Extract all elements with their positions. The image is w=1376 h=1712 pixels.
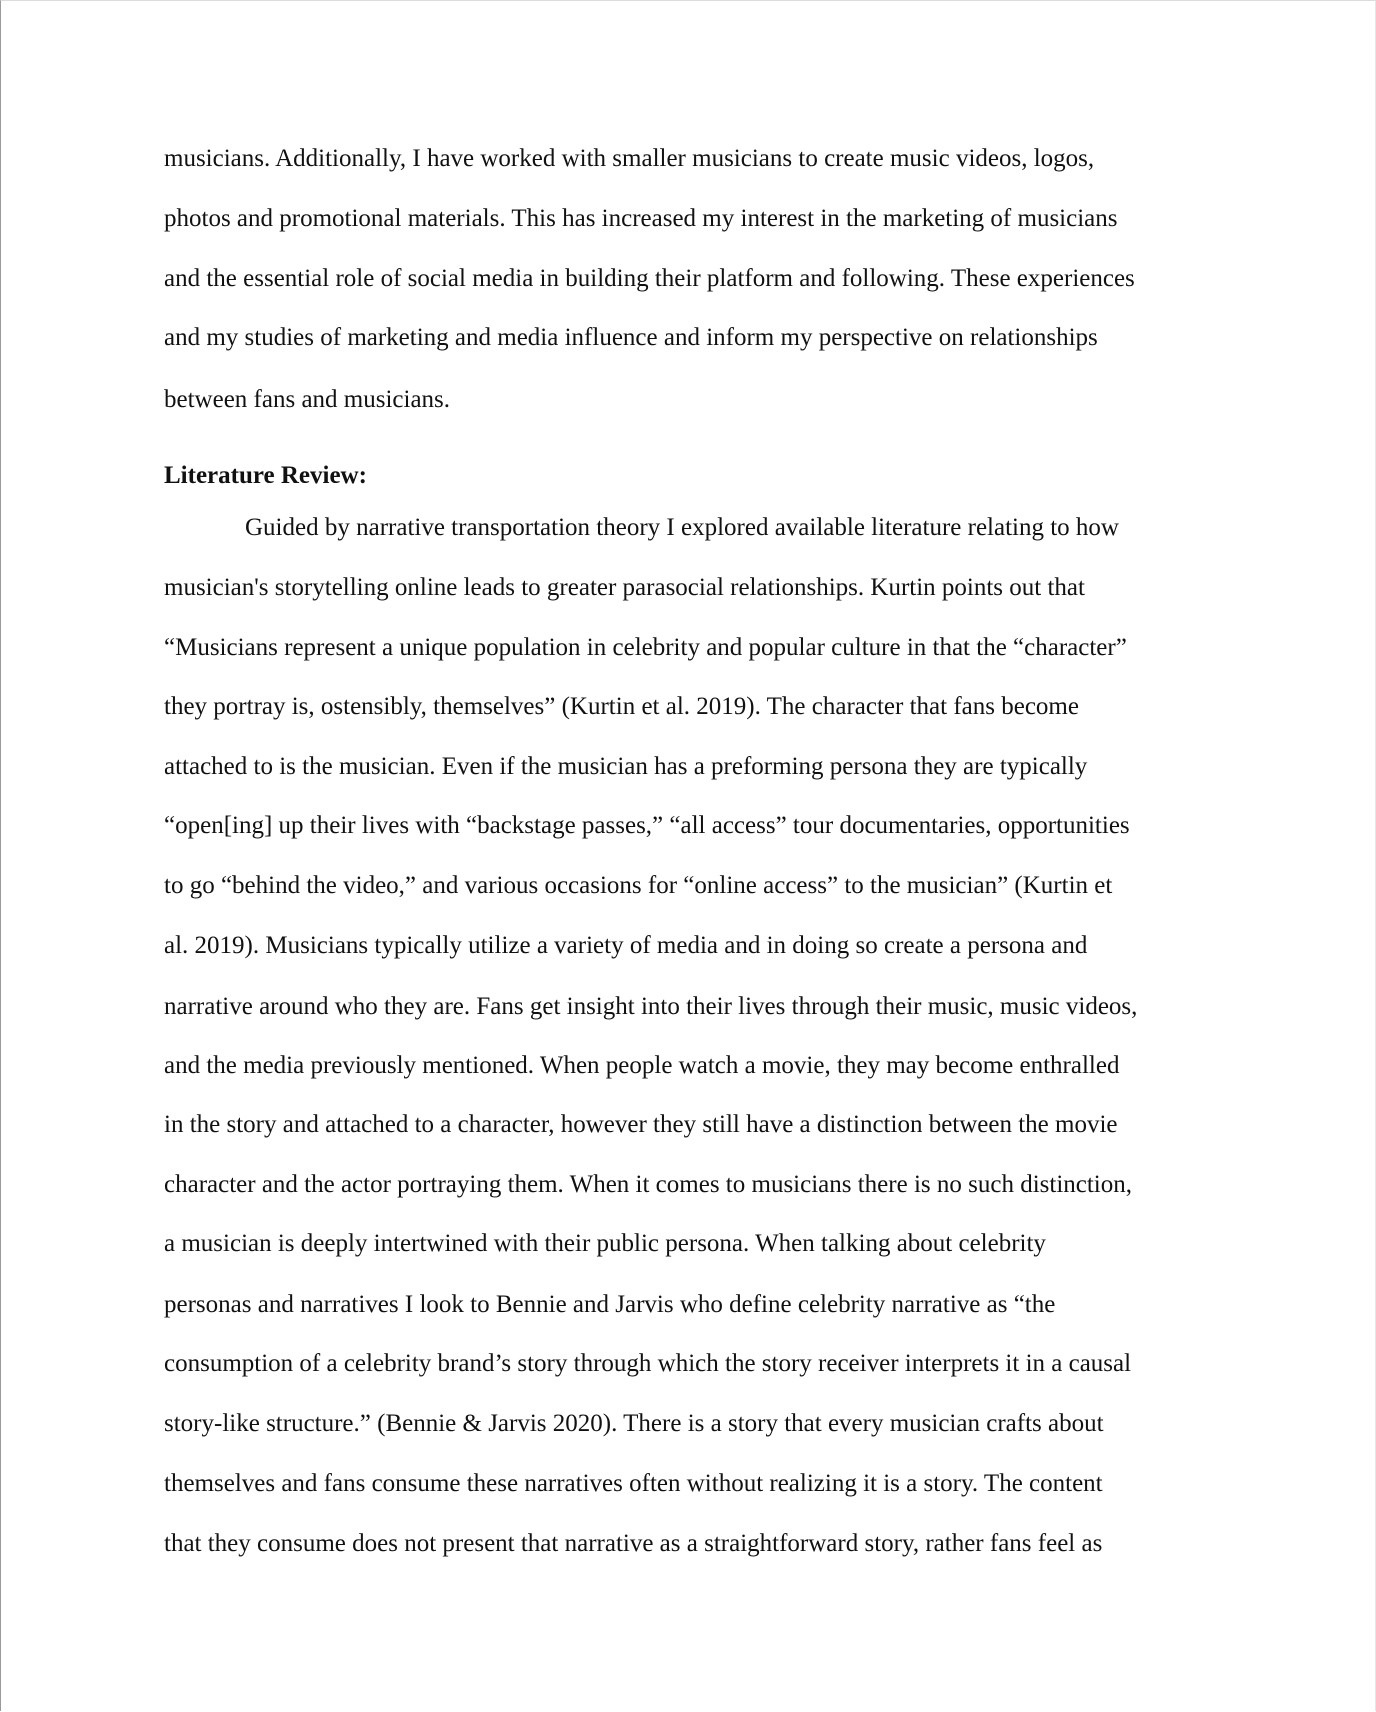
intro-line: and the essential role of social media in building their platform and following. These experiences bbox=[164, 265, 1135, 292]
body-line: story-like structure.” (Bennie & Jarvis 2020). There is a story that every musician crafts about bbox=[164, 1410, 1104, 1437]
body-line: and the media previously mentioned. When people watch a movie, they may become enthralled bbox=[164, 1052, 1120, 1079]
intro-line: musicians. Additionally, I have worked with smaller musicians to create music videos, logos, bbox=[164, 145, 1095, 172]
body-line: a musician is deeply intertwined with their public persona. When talking about celebrity bbox=[164, 1230, 1046, 1257]
intro-line: between fans and musicians. bbox=[164, 386, 451, 413]
intro-line: photos and promotional materials. This has increased my interest in the marketing of musicians bbox=[164, 205, 1118, 232]
body-line: Guided by narrative transportation theory I explored available literature relating to how bbox=[245, 514, 1119, 541]
body-line: “Musicians represent a unique population in celebrity and popular culture in that the “character” bbox=[164, 634, 1127, 661]
body-line: personas and narratives I look to Bennie and Jarvis who define celebrity narrative as “the bbox=[164, 1291, 1056, 1318]
body-line: themselves and fans consume these narratives often without realizing it is a story. The content bbox=[164, 1470, 1103, 1497]
body-line: “open[ing] up their lives with “backstage passes,” “all access” tour documentaries, opportunities bbox=[164, 812, 1130, 839]
body-line: in the story and attached to a character, however they still have a distinction between the movie bbox=[164, 1111, 1118, 1138]
body-line: they portray is, ostensibly, themselves” (Kurtin et al. 2019). The character that fans become bbox=[164, 693, 1079, 720]
body-line: al. 2019). Musicians typically utilize a variety of media and in doing so create a persona and bbox=[164, 932, 1088, 959]
body-line: attached to is the musician. Even if the musician has a preforming persona they are typically bbox=[164, 753, 1088, 780]
body-line: narrative around who they are. Fans get insight into their lives through their music, music videos, bbox=[164, 993, 1138, 1020]
body-line: that they consume does not present that narrative as a straightforward story, rather fans feel as bbox=[164, 1530, 1103, 1557]
body-line: consumption of a celebrity brand’s story through which the story receiver interprets it in a causal bbox=[164, 1350, 1132, 1377]
body-line: character and the actor portraying them. When it comes to musicians there is no such distinction, bbox=[164, 1171, 1133, 1198]
body-line: to go “behind the video,” and various occasions for “online access” to the musician” (Kurtin et bbox=[164, 872, 1113, 899]
section-heading: Literature Review: bbox=[164, 462, 367, 489]
body-line: musician's storytelling online leads to greater parasocial relationships. Kurtin points out that bbox=[164, 574, 1085, 601]
intro-line: and my studies of marketing and media influence and inform my perspective on relationships bbox=[164, 324, 1098, 351]
